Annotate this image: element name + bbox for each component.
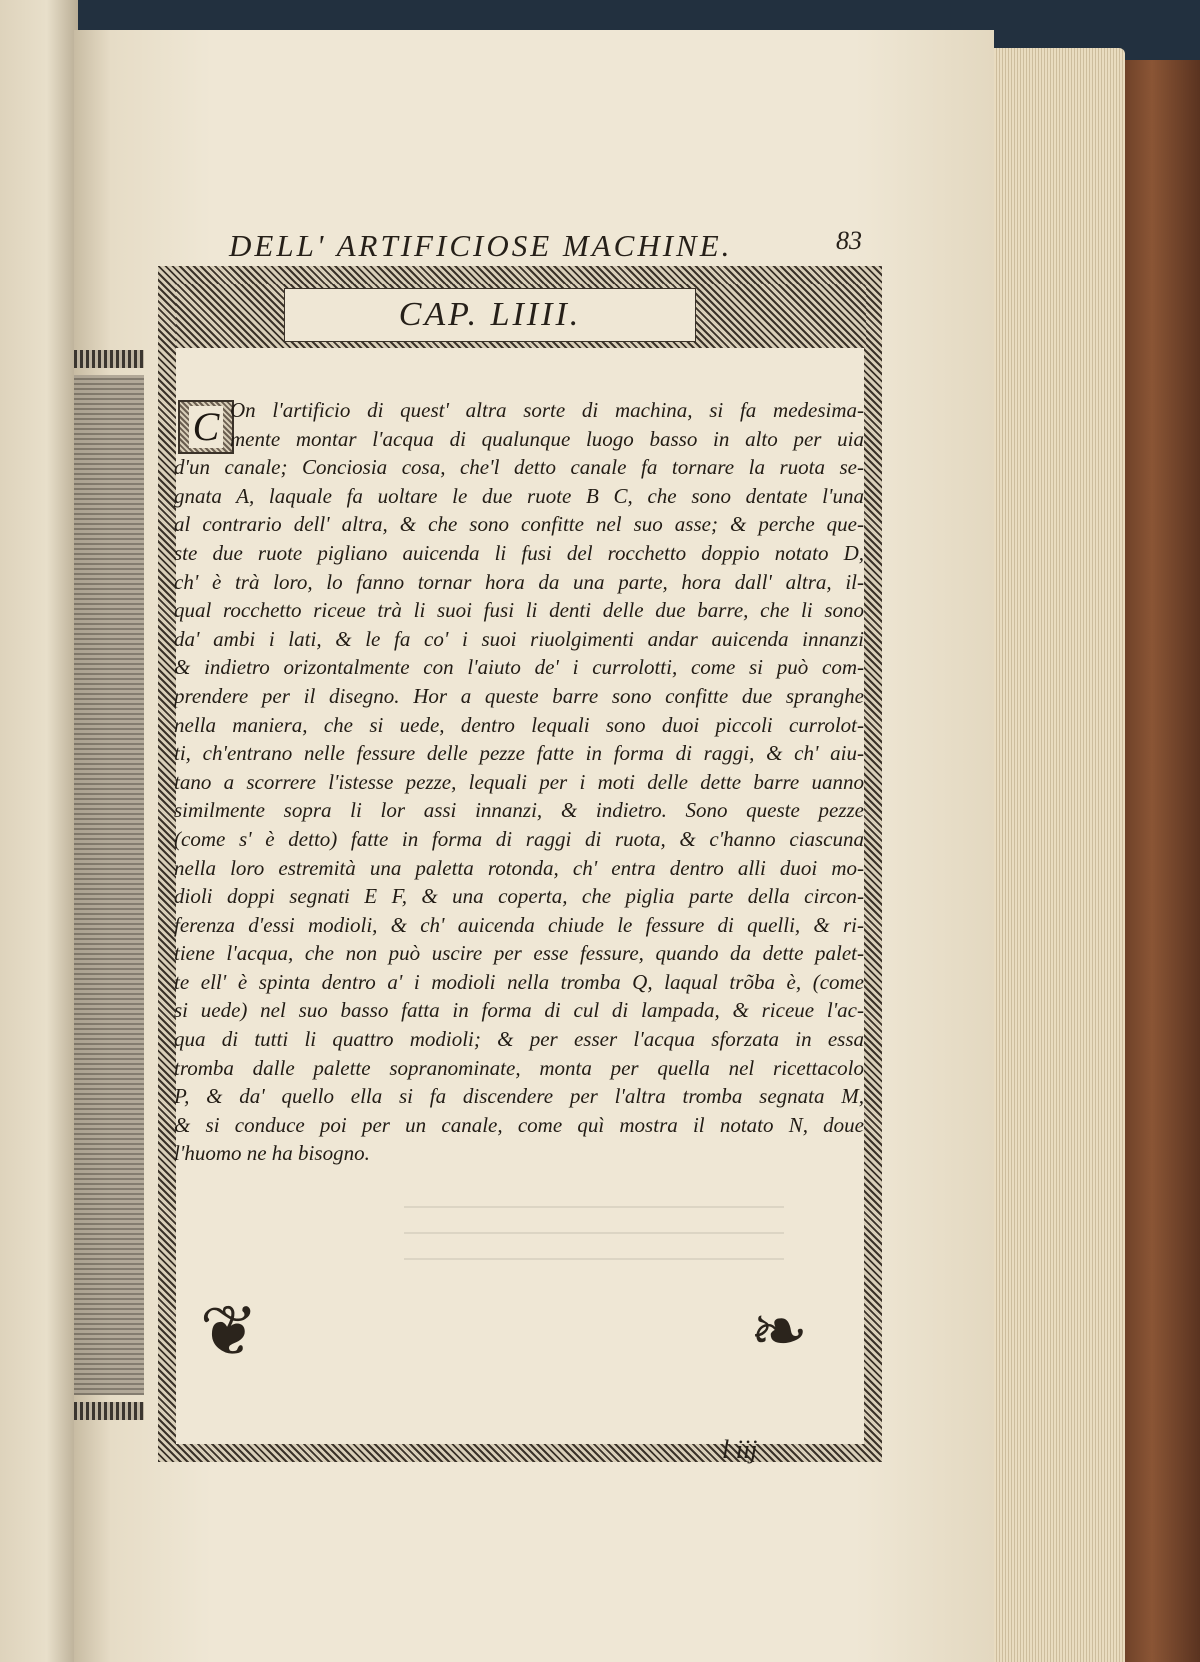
text-line: P, & da' quello ella si fa discendere per l'altra tromba segnata M, — [174, 1084, 864, 1109]
text-line: tiene l'acqua, che non può uscire per esse fessure, quando da dette palet- — [174, 941, 864, 966]
text-line: ste due ruote pigliano auicenda li fusi del rocchetto doppio notato D, — [174, 540, 864, 565]
engraving-border-top — [74, 350, 144, 368]
text-line: & indietro orizontalmente con l'aiuto de' i currolotti, come si può com- — [174, 655, 864, 680]
text-line: l'huomo ne ha bisogno. — [174, 1141, 370, 1166]
text-line: On l'artificio di quest' altra sorte di machina, si fa medesima- — [230, 398, 864, 422]
signature-mark: l iij — [722, 1435, 758, 1464]
show-through — [404, 1190, 784, 1260]
text-line: ti, ch'entrano nelle fessure delle pezze fatte in forma di raggi, & ch' aiu- — [174, 741, 864, 766]
engraving-border-bottom — [74, 1402, 144, 1420]
text-line: d'un canale; Conciosia cosa, che'l detto canale fa tornare la ruota se- — [174, 455, 864, 480]
text-line: qua di tutti li quattro modioli; & per esser l'acqua sforzata in essa — [174, 1027, 864, 1052]
initial-letter: C — [189, 406, 224, 448]
text-line: ferenza d'essi modioli, & ch' auicenda chiude le fessure di quelli, & ri- — [174, 912, 864, 937]
chapter-title-box — [284, 288, 696, 342]
book-cover-edge — [1120, 60, 1200, 1662]
text-line: (come s' è detto) fatte in forma di raggi di ruota, & c'hanno ciascuna — [174, 826, 864, 851]
text-line: nella loro estremità una paletta rotonda, ch' entra dentro alli duoi mo- — [174, 855, 864, 880]
facing-page — [0, 0, 78, 1662]
text-line: tano a scorrere l'istesse pezze, lequali per i moti delle dette barre uanno — [174, 769, 864, 794]
running-head: DELL' ARTIFICIOSE MACHINE. — [229, 228, 733, 263]
text-line: ch' è trà loro, lo fanno tornar hora da una parte, hora dall' altra, il- — [174, 569, 864, 594]
text-line: qual rocchetto riceue trà li suoi fusi li denti delle due barre, che li sono — [174, 598, 864, 623]
text-line: te ell' è spinta dentro a' i modioli nella tromba Q, laqual trõba è, (come — [174, 969, 864, 994]
text-line: mente montar l'acqua di qualunque luogo basso in alto per uia — [230, 426, 864, 451]
fleuron-ornament-right: ❧ — [749, 1294, 809, 1371]
text-line: si uede) nel suo basso fatta in forma di cul di lampada, & riceue l'ac- — [174, 998, 864, 1023]
page-number: 83 — [836, 226, 862, 255]
fleuron-ornament-left: ❦ — [199, 1294, 259, 1371]
chapter-title: CAP. LIIII. — [398, 296, 582, 333]
text-line: prendere per il disegno. Hor a queste barre sono confitte due spranghe — [174, 683, 864, 708]
page — [74, 30, 994, 1662]
text-line: al contrario dell' altra, & che sono confitte nel suo asse; & perche que- — [174, 512, 864, 537]
text-line: nella maniera, che si uede, dentro lequali sono duoi piccoli currolot- — [174, 712, 864, 737]
page-fore-edge — [985, 48, 1125, 1662]
text-line: gnata A, laquale fa uoltare le due ruote B C, che sono dentate l'una — [174, 483, 864, 508]
engraving-fragment — [74, 375, 144, 1395]
text-line: da' ambi i lati, & le fa co' i suoi riuolgimenti andar auicenda innanzi — [174, 626, 864, 651]
body-text — [174, 396, 864, 1168]
text-line: dioli doppi segnati E F, & una coperta, che piglia parte della circon- — [174, 884, 864, 909]
text-line: tromba dalle palette sopranominate, monta per quella nel ricettacolo — [174, 1055, 864, 1080]
text-line: & si conduce poi per un canale, come quì mostra il notato N, doue — [174, 1112, 864, 1137]
text-line: similmente sopra li lor assi innanzi, & indietro. Sono queste pezze — [174, 798, 864, 823]
